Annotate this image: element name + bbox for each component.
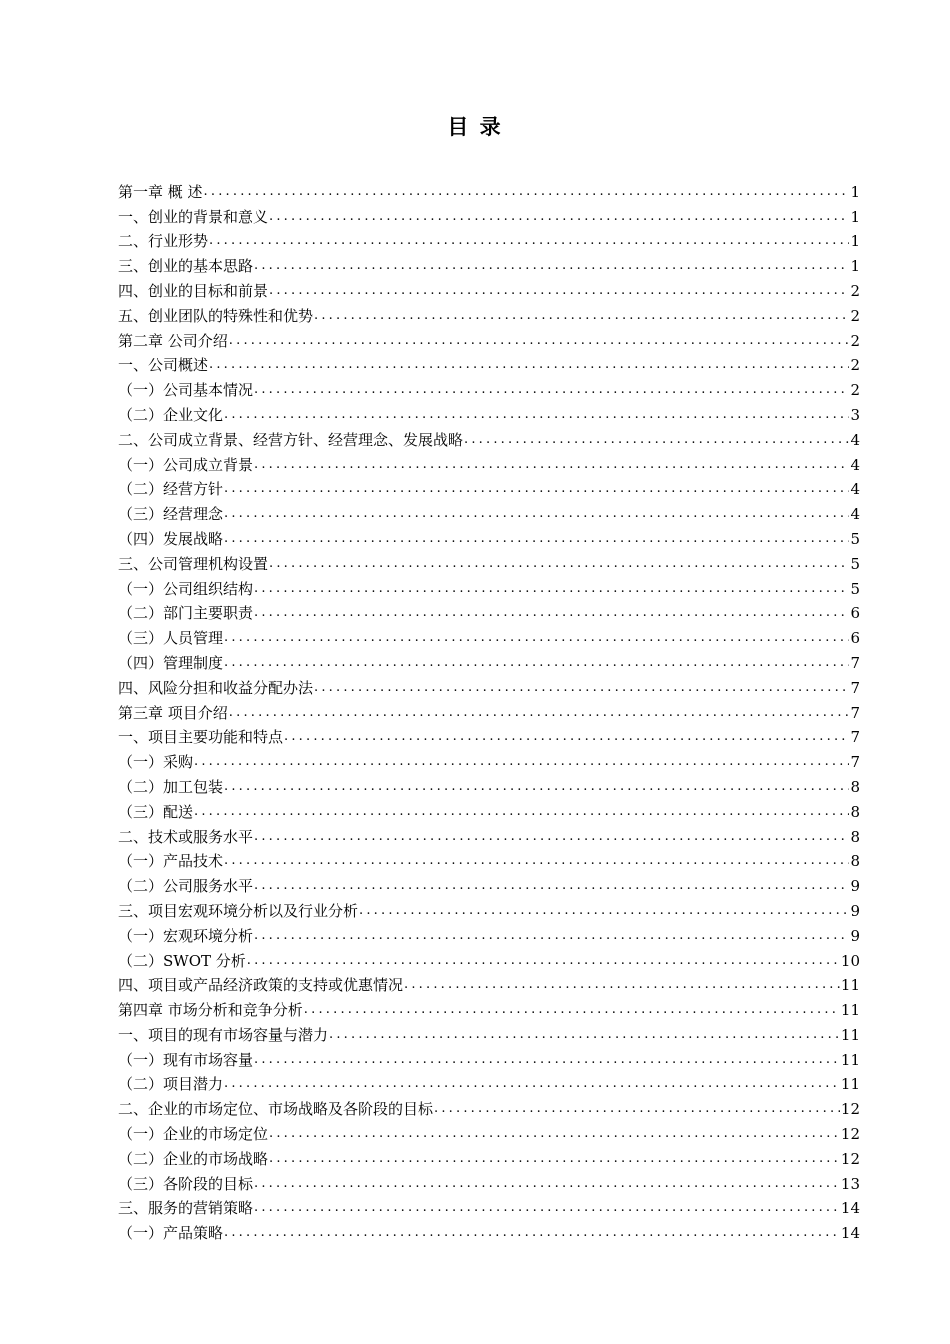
toc-entry-label: （一）企业的市场定位 — [118, 1125, 269, 1144]
toc-entry-page-number: 8 — [850, 802, 860, 821]
toc-entry-label: （一）公司组织结构 — [118, 579, 254, 598]
toc-entry-label: （二）SWOT 分析 — [118, 951, 246, 970]
toc-entry-page-number: 1 — [850, 232, 860, 251]
toc-entry-page-number: 2 — [850, 306, 860, 325]
toc-entry-label: （一）公司成立背景 — [118, 455, 254, 474]
toc-entry[interactable] — [118, 524, 860, 549]
toc-dot-leader — [194, 802, 849, 822]
toc-dot-leader — [229, 331, 850, 351]
toc-entry-label: 四、项目或产品经济政策的支持或优惠情况 — [118, 976, 404, 995]
toc-entry[interactable] — [118, 400, 860, 425]
toc-entry-page-number: 1 — [850, 207, 860, 226]
toc-entry-label: 三、公司管理机构设置 — [118, 554, 269, 573]
toc-entry[interactable] — [118, 698, 860, 723]
toc-entry-label: 第二章 公司介绍 — [118, 331, 228, 350]
toc-entry[interactable] — [118, 1218, 860, 1243]
toc-entry-label: 一、公司概述 — [118, 356, 209, 375]
toc-entry-page-number: 6 — [850, 629, 860, 648]
toc-dot-leader — [224, 1074, 840, 1094]
toc-entry-page-number: 2 — [850, 356, 860, 375]
toc-entry-page-number: 8 — [850, 852, 860, 871]
toc-entry-page-number: 7 — [850, 703, 860, 722]
toc-entry[interactable] — [118, 995, 860, 1020]
toc-entry[interactable] — [118, 971, 860, 996]
toc-entry[interactable] — [118, 648, 860, 673]
toc-dot-leader — [254, 926, 849, 946]
toc-entry[interactable] — [118, 202, 860, 227]
toc-entry-page-number: 13 — [840, 1174, 860, 1193]
toc-dot-leader — [194, 752, 849, 772]
toc-entry-label: （一）宏观环境分析 — [118, 926, 254, 945]
toc-entry[interactable] — [118, 1119, 860, 1144]
toc-entry-page-number: 2 — [850, 281, 860, 300]
toc-dot-leader — [404, 975, 840, 995]
toc-entry[interactable] — [118, 1094, 860, 1119]
toc-entry-page-number: 11 — [840, 1025, 860, 1044]
toc-entry-page-number: 1 — [850, 257, 860, 276]
toc-entry[interactable] — [118, 871, 860, 896]
toc-entry-label: （一）采购 — [118, 753, 194, 772]
toc-dot-leader — [224, 504, 849, 524]
toc-dot-leader — [224, 529, 849, 549]
toc-dot-leader — [254, 876, 849, 896]
toc-entry[interactable] — [118, 574, 860, 599]
toc-entry-page-number: 2 — [850, 381, 860, 400]
toc-dot-leader — [254, 603, 849, 623]
toc-entry-page-number: 11 — [840, 976, 860, 995]
toc-dot-leader — [314, 678, 849, 698]
toc-dot-leader — [224, 479, 849, 499]
toc-entry[interactable] — [118, 276, 860, 301]
toc-dot-leader — [464, 430, 849, 450]
toc-dot-leader — [224, 628, 849, 648]
toc-entry[interactable] — [118, 326, 860, 351]
toc-entry-page-number: 4 — [850, 480, 860, 499]
toc-entry-page-number: 7 — [850, 728, 860, 747]
toc-dot-leader — [204, 182, 850, 202]
toc-dot-leader — [284, 727, 849, 747]
toc-entry-label: 三、创业的基本思路 — [118, 257, 254, 276]
toc-entry-label: 第一章 概 述 — [118, 182, 203, 201]
toc-entry-page-number: 4 — [850, 505, 860, 524]
toc-entry[interactable] — [118, 673, 860, 698]
toc-dot-leader — [254, 827, 849, 847]
toc-entry-page-number: 14 — [840, 1199, 860, 1218]
toc-entry[interactable] — [118, 747, 860, 772]
toc-entry-page-number: 7 — [850, 653, 860, 672]
toc-entry[interactable] — [118, 1070, 860, 1095]
toc-entry-label: （四）管理制度 — [118, 653, 224, 672]
toc-entry-label: 三、服务的营销策略 — [118, 1199, 254, 1218]
toc-dot-leader — [224, 851, 849, 871]
toc-dot-leader — [224, 653, 849, 673]
toc-entry-label: （一）现有市场容量 — [118, 1050, 254, 1069]
toc-dot-leader — [229, 703, 850, 723]
toc-entry[interactable] — [118, 375, 860, 400]
toc-entry[interactable] — [118, 896, 860, 921]
toc-entry-label: 五、创业团队的特殊性和优势 — [118, 306, 314, 325]
toc-entry-page-number: 10 — [840, 951, 860, 970]
toc-entry-label: 第四章 市场分析和竞争分析 — [118, 1001, 303, 1020]
toc-entry-page-number: 7 — [850, 678, 860, 697]
toc-entry-page-number: 8 — [850, 777, 860, 796]
toc-entry-label: 四、创业的目标和前景 — [118, 281, 269, 300]
toc-entry[interactable] — [118, 1045, 860, 1070]
toc-entry-page-number: 11 — [840, 1050, 860, 1069]
toc-entry-label: 第三章 项目介绍 — [118, 703, 228, 722]
toc-entry-label: （一）产品技术 — [118, 852, 224, 871]
toc-entry[interactable] — [118, 847, 860, 872]
toc-dot-leader — [269, 1149, 840, 1169]
toc-entry[interactable] — [118, 450, 860, 475]
toc-entry-page-number: 12 — [840, 1125, 860, 1144]
toc-entry[interactable] — [118, 227, 860, 252]
toc-entry-page-number: 11 — [840, 1001, 860, 1020]
toc-dot-leader — [209, 231, 849, 251]
toc-dot-leader — [359, 901, 849, 921]
toc-entry-label: （三）经营理念 — [118, 505, 224, 524]
toc-entry-label: （一）公司基本情况 — [118, 381, 254, 400]
toc-entry-label: 三、项目宏观环境分析以及行业分析 — [118, 901, 359, 920]
toc-dot-leader — [224, 777, 849, 797]
toc-dot-leader — [254, 1198, 840, 1218]
toc-entry[interactable] — [118, 475, 860, 500]
toc-entry-page-number: 4 — [850, 455, 860, 474]
toc-dot-leader — [269, 554, 849, 574]
toc-entry-label: （一）产品策略 — [118, 1224, 224, 1243]
toc-entry-page-number: 8 — [850, 827, 860, 846]
toc-entry-page-number: 5 — [850, 579, 860, 598]
toc-entry-page-number: 12 — [840, 1149, 860, 1168]
toc-dot-leader — [224, 405, 849, 425]
toc-entry-label: 二、公司成立背景、经营方针、经营理念、发展战略 — [118, 430, 464, 449]
toc-dot-leader — [247, 951, 840, 971]
toc-dot-leader — [254, 455, 849, 475]
toc-entry[interactable] — [118, 301, 860, 326]
toc-entry[interactable] — [118, 1169, 860, 1194]
toc-entry[interactable] — [118, 822, 860, 847]
toc-entry-page-number: 12 — [840, 1100, 860, 1119]
toc-dot-leader — [254, 1050, 840, 1070]
toc-entry[interactable] — [118, 425, 860, 450]
toc-entry-label: （四）发展战略 — [118, 529, 224, 548]
toc-entry-page-number: 4 — [850, 430, 860, 449]
toc-entry-label: （二）项目潜力 — [118, 1075, 224, 1094]
toc-dot-leader — [269, 207, 849, 227]
toc-entry-label: 四、风险分担和收益分配办法 — [118, 678, 314, 697]
toc-entry[interactable] — [118, 251, 860, 276]
toc-entry-label: 二、技术或服务水平 — [118, 827, 254, 846]
toc-entry[interactable] — [118, 549, 860, 574]
toc-entry-page-number: 9 — [850, 926, 860, 945]
toc-entry-label: （二）经营方针 — [118, 480, 224, 499]
toc-entry-page-number: 6 — [850, 604, 860, 623]
toc-entry[interactable] — [118, 797, 860, 822]
toc-entry[interactable] — [118, 177, 860, 202]
toc-entry[interactable] — [118, 623, 860, 648]
toc-entry[interactable] — [118, 1144, 860, 1169]
toc-entry-label: （二）公司服务水平 — [118, 877, 254, 896]
toc-dot-leader — [224, 1223, 840, 1243]
toc-dot-leader — [254, 1174, 840, 1194]
toc-entry[interactable] — [118, 772, 860, 797]
toc-entry-page-number: 7 — [850, 753, 860, 772]
toc-entry-label: （三）配送 — [118, 802, 194, 821]
toc-entry-label: （二）企业文化 — [118, 405, 224, 424]
toc-entry-label: （三）各阶段的目标 — [118, 1174, 254, 1193]
toc-dot-leader — [269, 1124, 840, 1144]
toc-entry-page-number: 9 — [850, 901, 860, 920]
toc-entry-page-number: 9 — [850, 877, 860, 896]
toc-dot-leader — [254, 380, 849, 400]
toc-entry[interactable] — [118, 499, 860, 524]
toc-entry[interactable] — [118, 599, 860, 624]
toc-entry[interactable] — [118, 946, 860, 971]
toc-entry[interactable] — [118, 351, 860, 376]
toc-dot-leader — [304, 1000, 840, 1020]
toc-entry-page-number: 5 — [850, 554, 860, 573]
toc-dot-leader — [254, 256, 849, 276]
toc-entry-label: 二、行业形势 — [118, 232, 209, 251]
toc-entry[interactable] — [118, 921, 860, 946]
toc-entry-page-number: 11 — [840, 1075, 860, 1094]
toc-entry-label: （二）企业的市场战略 — [118, 1149, 269, 1168]
toc-entry-page-number: 14 — [840, 1224, 860, 1243]
toc-entry-page-number: 1 — [850, 182, 860, 201]
toc-dot-leader — [254, 579, 849, 599]
toc-entry[interactable] — [118, 723, 860, 748]
toc-dot-leader — [434, 1099, 840, 1119]
toc-entry-page-number: 5 — [850, 529, 860, 548]
toc-entry-label: 一、项目主要功能和特点 — [118, 728, 284, 747]
toc-entry-label: 二、企业的市场定位、市场战略及各阶段的目标 — [118, 1100, 434, 1119]
toc-dot-leader — [329, 1025, 840, 1045]
toc-entry-label: （二）部门主要职责 — [118, 604, 254, 623]
toc-entry-page-number: 3 — [850, 405, 860, 424]
toc-entry-label: 一、项目的现有市场容量与潜力 — [118, 1025, 329, 1044]
toc-entry-label: （三）人员管理 — [118, 629, 224, 648]
toc-list — [118, 177, 860, 1243]
toc-dot-leader — [209, 355, 849, 375]
toc-entry[interactable] — [118, 1020, 860, 1045]
toc-title: 目 录 — [447, 115, 503, 139]
toc-dot-leader — [269, 281, 849, 301]
toc-entry-page-number: 2 — [850, 331, 860, 350]
toc-entry-label: 一、创业的背景和意义 — [118, 207, 269, 226]
toc-entry-label: （二）加工包装 — [118, 777, 224, 796]
toc-entry[interactable] — [118, 1194, 860, 1219]
toc-dot-leader — [314, 306, 849, 326]
